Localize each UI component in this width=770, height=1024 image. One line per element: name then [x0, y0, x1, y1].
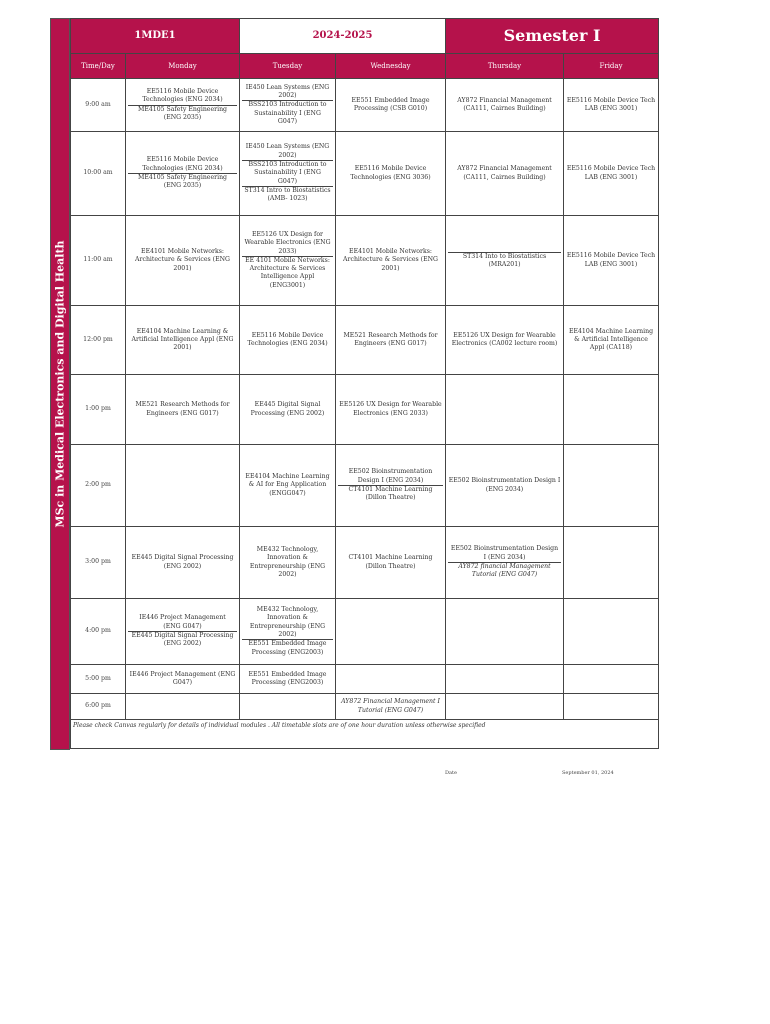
class-entry: EE502 Bioinstrumentation Design I (ENG 2034): [446, 445, 564, 527]
time-label: 1:00 pm: [71, 375, 126, 445]
class-entry: IE450 Lean Systems (ENG 2002): [245, 83, 330, 100]
time-label: 2:00 pm: [71, 445, 126, 527]
empty-entry: [446, 694, 564, 720]
class-entry: EE5126 UX Design for Wearable Electronics (ENG 2033): [244, 230, 331, 255]
col-tuesday: Tuesday: [240, 54, 336, 79]
time-row: [71, 132, 659, 216]
time-row: [71, 216, 659, 306]
empty-entry: [240, 694, 336, 720]
class-entry: IE446 Project Management (ENG G047): [139, 614, 226, 630]
program-title: MSc in Medical Electronics and Digital Health: [53, 240, 67, 528]
time-label: 4:00 pm: [71, 599, 126, 665]
class-entry: AY872 Financial Management (CA111, Cairnes Building): [446, 79, 564, 132]
col-wednesday: Wednesday: [336, 54, 446, 79]
time-row: [71, 599, 659, 665]
time-label: 5:00 pm: [71, 665, 126, 694]
class-entry: EE551 Embedded Image Processing (ENG2003): [240, 665, 336, 694]
slot: [240, 216, 336, 306]
class-entry: AY872 financial Management Tutorial (ENG G047): [448, 562, 561, 580]
group-code: 1MDE1: [71, 19, 240, 54]
col-time: Time/Day: [71, 54, 126, 79]
slot: [126, 132, 240, 216]
slot: [240, 132, 336, 216]
class-entry: EE5116 Mobile Device Technologies (ENG 3036): [336, 132, 446, 216]
time-row: [71, 375, 659, 445]
time-row: [71, 306, 659, 375]
time-label: 6:00 pm: [71, 694, 126, 720]
empty-entry: [564, 599, 659, 665]
semester-label: Semester I: [446, 19, 659, 54]
slot: [446, 527, 564, 599]
time-row: [71, 694, 659, 720]
footer-note: Please check Canvas regularly for details of individual modules . All timetable slots are of one hour duration unless otherwise specified: [71, 720, 659, 749]
class-entry: ME432 Technology, Innovation & Entrepreneurship (ENG 2002): [249, 606, 326, 638]
col-thursday: Thursday: [446, 54, 564, 79]
class-entry: ME432 Technology, Innovation & Entrepreneurship (ENG 2002): [240, 527, 336, 599]
class-entry: EE502 Bioinstrumentation Design I (ENG 2034): [450, 545, 559, 561]
class-entry: EE4104 Machine Learning & AI for Eng Application (ENGG047): [240, 445, 336, 527]
class-entry: ST314 Intro to Biostatistics (AMB- 1023): [242, 186, 333, 204]
slot: [336, 445, 446, 527]
time-label: 10:00 am: [71, 132, 126, 216]
empty-entry: [336, 599, 446, 665]
class-entry: ME4105 Safety Engineering (ENG 2035): [128, 173, 237, 191]
empty-entry: [564, 527, 659, 599]
class-entry: AY872 Financial Management (CA111, Cairnes Building): [446, 132, 564, 216]
slot: [240, 79, 336, 132]
empty-entry: [564, 445, 659, 527]
time-row: [71, 79, 659, 132]
program-title-bar: [50, 18, 70, 750]
empty-entry: [446, 665, 564, 694]
empty-entry: [126, 445, 240, 527]
day-header-row: [71, 54, 659, 79]
timetable-sheet: [50, 18, 658, 776]
class-entry: IE446 Project Management (ENG G047): [126, 665, 240, 694]
slot: [240, 599, 336, 665]
empty-entry: [126, 694, 240, 720]
class-entry: EE5116 Mobile Device Tech LAB (ENG 3001): [564, 79, 659, 132]
class-entry: IE450 Lean Systems (ENG 2002): [245, 143, 330, 159]
class-entry: CT4101 Machine Learning (Dillon Theatre): [336, 527, 446, 599]
class-entry: ME4105 Safety Engineering (ENG 2035): [128, 105, 237, 123]
empty-entry: [446, 375, 564, 445]
footer-row: [71, 720, 659, 749]
class-entry: EE5116 Mobile Device Tech LAB (ENG 3001): [564, 132, 659, 216]
empty-entry: [564, 665, 659, 694]
date-value: September 01, 2024: [562, 770, 614, 776]
time-label: 9:00 am: [71, 79, 126, 132]
class-entry: ME521 Research Methods for Engineers (ENG G017): [336, 306, 446, 375]
empty-entry: [446, 599, 564, 665]
time-row: [71, 445, 659, 527]
class-entry: EE5116 Mobile Device Tech LAB (ENG 3001): [564, 216, 659, 306]
class-entry: EE4104 Machine Learning & Artificial Intelligence Appl (ENG 2001): [126, 306, 240, 375]
class-entry: EE445 Digital Signal Processing (ENG 2002): [126, 527, 240, 599]
class-entry: EE4104 Machine Learning & Artificial Intelligence Appl (CA118): [564, 306, 659, 375]
class-entry: EE5116 Mobile Device Technologies (ENG 2034): [240, 306, 336, 375]
class-entry: ME521 Research Methods for Engineers (ENG G017): [126, 375, 240, 445]
time-row: [71, 665, 659, 694]
header-row: [71, 19, 659, 54]
time-label: 3:00 pm: [71, 527, 126, 599]
class-entry: EE5116 Mobile Device Technologies (ENG 2034): [142, 156, 223, 172]
timetable: [70, 18, 659, 749]
slot: [446, 216, 564, 306]
empty-entry: [564, 375, 659, 445]
class-entry: EE5126 UX Design for Wearable Electronics (CA002 lecture room): [446, 306, 564, 375]
class-entry: EE4101 Mobile Networks: Architecture & Services (ENG 2001): [126, 216, 240, 306]
date-label: Date: [445, 770, 457, 776]
class-entry: EE5126 UX Design for Wearable Electronics (ENG 2033): [336, 375, 446, 445]
class-entry: CT4101 Machine Learning (Dillon Theatre): [338, 485, 443, 503]
col-monday: Monday: [126, 54, 240, 79]
class-entry: AY872 Financial Management I Tutorial (ENG G047): [336, 694, 446, 720]
class-entry: EE445 Digital Signal Processing (ENG 2002): [128, 631, 237, 649]
slot: [126, 79, 240, 132]
class-entry: ST314 Into to Biostatistics (MRA201): [448, 252, 561, 270]
col-friday: Friday: [564, 54, 659, 79]
time-label: 11:00 am: [71, 216, 126, 306]
class-entry: EE551 Embedded Image Processing (CSB G010): [336, 79, 446, 132]
class-entry: EE551 Embedded Image Processing (ENG2003): [242, 639, 333, 657]
empty-entry: [564, 694, 659, 720]
class-entry: BSS2103 Introduction to Sustainability I (ENG G047): [242, 160, 333, 186]
class-entry: BSS2103 Introduction to Sustainability I (ENG G047): [242, 100, 333, 126]
academic-year: 2024-2025: [240, 19, 446, 54]
time-label: 12:00 pm: [71, 306, 126, 375]
class-entry: EE 4101 Mobile Networks: Architecture & Services Intelligence Appl (ENG3001): [242, 256, 333, 290]
empty-entry: [336, 665, 446, 694]
class-entry: EE4101 Mobile Networks: Architecture & Services (ENG 2001): [336, 216, 446, 306]
class-entry: EE445 Digital Signal Processing (ENG 2002): [240, 375, 336, 445]
time-row: [71, 527, 659, 599]
slot: [126, 599, 240, 665]
class-entry: EE502 Bioinstrumentation Design I (ENG 2034): [348, 468, 433, 484]
class-entry: EE5116 Mobile Device Technologies (ENG 2034): [142, 87, 223, 104]
